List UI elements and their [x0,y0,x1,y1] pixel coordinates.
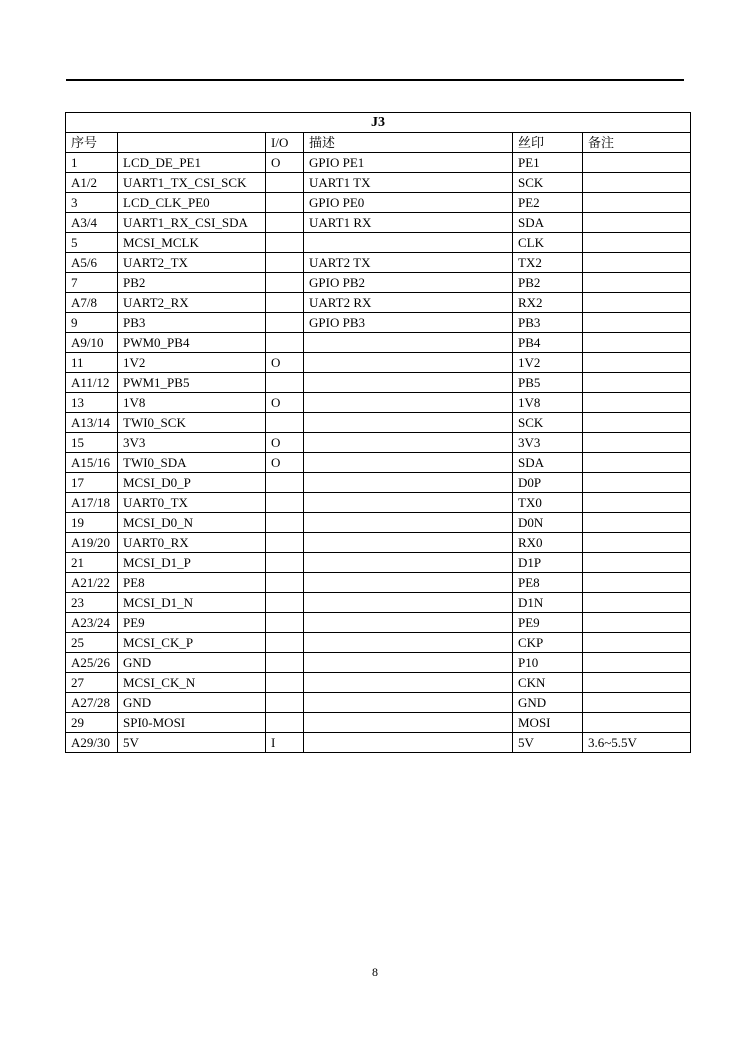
cell-io: I [266,733,304,753]
cell-no: 17 [66,473,118,493]
cell-name: LCD_DE_PE1 [118,153,266,173]
cell-note [583,553,691,573]
cell-desc [304,653,513,673]
cell-silk: PB4 [513,333,583,353]
cell-desc: UART1 RX [304,213,513,233]
cell-name: MCSI_MCLK [118,233,266,253]
table-row [66,313,691,333]
cell-io [266,573,304,593]
cell-silk: SDA [513,453,583,473]
cell-silk: TX0 [513,493,583,513]
table-row [66,553,691,573]
table-row [66,173,691,193]
cell-no: A25/26 [66,653,118,673]
cell-desc [304,593,513,613]
cell-name: SPI0-MOSI [118,713,266,733]
cell-desc [304,433,513,453]
cell-name: MCSI_D1_N [118,593,266,613]
cell-name: TWI0_SCK [118,413,266,433]
page-number: 8 [372,965,378,979]
cell-desc [304,473,513,493]
cell-name: UART1_TX_CSI_SCK [118,173,266,193]
header-rule [66,79,684,81]
cell-name: MCSI_D0_P [118,473,266,493]
cell-no: 7 [66,273,118,293]
table-body [66,153,691,753]
cell-silk: PB3 [513,313,583,333]
cell-desc [304,413,513,433]
cell-silk: P10 [513,653,583,673]
cell-io [266,173,304,193]
table-row [66,453,691,473]
cell-silk: GND [513,693,583,713]
cell-io [266,593,304,613]
cell-no: 1 [66,153,118,173]
table-row [66,333,691,353]
cell-silk: D0P [513,473,583,493]
table-row [66,653,691,673]
cell-no: 23 [66,593,118,613]
cell-io [266,633,304,653]
cell-name: PWM0_PB4 [118,333,266,353]
cell-no: 13 [66,393,118,413]
cell-desc: UART1 TX [304,173,513,193]
cell-io [266,373,304,393]
table-row [66,733,691,753]
cell-no: 5 [66,233,118,253]
cell-note [583,173,691,193]
table-row [66,213,691,233]
cell-desc: GPIO PE1 [304,153,513,173]
table-title: J3 [66,113,691,133]
cell-desc [304,673,513,693]
cell-desc [304,733,513,753]
cell-note [583,373,691,393]
cell-note [583,273,691,293]
cell-io: O [266,433,304,453]
cell-no: A11/12 [66,373,118,393]
cell-no: 27 [66,673,118,693]
cell-silk: RX2 [513,293,583,313]
table-row [66,593,691,613]
cell-note [583,153,691,173]
cell-name: GND [118,693,266,713]
cell-name: 5V [118,733,266,753]
cell-io [266,713,304,733]
cell-no: 9 [66,313,118,333]
cell-note [583,213,691,233]
cell-no: 15 [66,433,118,453]
cell-no: A9/10 [66,333,118,353]
cell-note [583,413,691,433]
cell-note [583,473,691,493]
cell-name: 1V8 [118,393,266,413]
cell-desc [304,233,513,253]
cell-desc [304,693,513,713]
table-row [66,373,691,393]
table-row [66,253,691,273]
cell-io [266,653,304,673]
table-row [66,193,691,213]
cell-desc [304,553,513,573]
table-row [66,473,691,493]
cell-no: A17/18 [66,493,118,513]
cell-no: 11 [66,353,118,373]
cell-silk: PE2 [513,193,583,213]
cell-io [266,613,304,633]
table-row [66,513,691,533]
cell-note [583,573,691,593]
cell-silk: SDA [513,213,583,233]
cell-no: 3 [66,193,118,213]
cell-silk: 1V8 [513,393,583,413]
cell-io [266,313,304,333]
cell-no: A21/22 [66,573,118,593]
cell-note [583,493,691,513]
cell-desc [304,533,513,553]
cell-no: A15/16 [66,453,118,473]
col-header-io: I/O [266,133,304,153]
cell-io [266,253,304,273]
table-row [66,633,691,653]
cell-io [266,273,304,293]
cell-name: TWI0_SDA [118,453,266,473]
cell-silk: TX2 [513,253,583,273]
cell-io [266,533,304,553]
cell-note [583,673,691,693]
cell-silk: SCK [513,413,583,433]
cell-io [266,213,304,233]
cell-desc: GPIO PB3 [304,313,513,333]
cell-desc [304,493,513,513]
cell-desc [304,713,513,733]
cell-io [266,293,304,313]
table-row [66,613,691,633]
cell-no: A27/28 [66,693,118,713]
cell-io [266,333,304,353]
cell-io [266,493,304,513]
cell-io: O [266,353,304,373]
cell-note [583,693,691,713]
table-row [66,153,691,173]
cell-name: UART2_RX [118,293,266,313]
cell-silk: PB5 [513,373,583,393]
cell-io [266,473,304,493]
table-title-row [66,113,691,133]
table-row [66,693,691,713]
table-row [66,533,691,553]
cell-name: LCD_CLK_PE0 [118,193,266,213]
cell-silk: PB2 [513,273,583,293]
cell-desc [304,633,513,653]
cell-note [583,313,691,333]
cell-name: PB3 [118,313,266,333]
cell-desc [304,393,513,413]
cell-note [583,233,691,253]
cell-silk: D1P [513,553,583,573]
cell-name: PE9 [118,613,266,633]
cell-name: UART0_RX [118,533,266,553]
cell-silk: PE1 [513,153,583,173]
cell-silk: 3V3 [513,433,583,453]
cell-no: A5/6 [66,253,118,273]
cell-silk: RX0 [513,533,583,553]
cell-silk: PE8 [513,573,583,593]
cell-desc [304,353,513,373]
cell-name: MCSI_D1_P [118,553,266,573]
cell-io: O [266,153,304,173]
cell-silk: 1V2 [513,353,583,373]
table-row [66,393,691,413]
cell-note [583,653,691,673]
table-row [66,673,691,693]
cell-no: 21 [66,553,118,573]
cell-no: 19 [66,513,118,533]
cell-note [583,713,691,733]
cell-name: PB2 [118,273,266,293]
cell-note [583,393,691,413]
cell-desc [304,613,513,633]
table-header-row [66,133,691,153]
cell-name: UART0_TX [118,493,266,513]
cell-name: 1V2 [118,353,266,373]
cell-io: O [266,453,304,473]
cell-note [583,353,691,373]
pin-table [65,112,691,753]
table-row [66,293,691,313]
cell-name: PWM1_PB5 [118,373,266,393]
cell-io [266,413,304,433]
cell-desc [304,513,513,533]
cell-desc: UART2 TX [304,253,513,273]
cell-silk: CKP [513,633,583,653]
col-header-signal [118,133,266,153]
col-header-silk: 丝印 [513,133,583,153]
cell-note [583,193,691,213]
cell-note [583,533,691,553]
cell-silk: 5V [513,733,583,753]
cell-note [583,633,691,653]
cell-silk: D1N [513,593,583,613]
cell-desc [304,573,513,593]
cell-desc [304,373,513,393]
col-header-note: 备注 [583,133,691,153]
cell-name: MCSI_CK_P [118,633,266,653]
cell-no: A29/30 [66,733,118,753]
cell-io [266,513,304,533]
col-header-desc: 描述 [304,133,513,153]
table-row [66,713,691,733]
cell-name: 3V3 [118,433,266,453]
cell-no: A3/4 [66,213,118,233]
cell-note [583,593,691,613]
cell-note [583,333,691,353]
cell-silk: PE9 [513,613,583,633]
cell-no: A23/24 [66,613,118,633]
col-header-no: 序号 [66,133,118,153]
cell-note [583,433,691,453]
cell-no: A19/20 [66,533,118,553]
cell-silk: MOSI [513,713,583,733]
cell-name: UART1_RX_CSI_SDA [118,213,266,233]
cell-name: GND [118,653,266,673]
cell-no: 25 [66,633,118,653]
cell-silk: CKN [513,673,583,693]
cell-io [266,673,304,693]
cell-note [583,513,691,533]
cell-desc [304,453,513,473]
cell-name: MCSI_CK_N [118,673,266,693]
cell-note: 3.6~5.5V [583,733,691,753]
table-row [66,353,691,373]
cell-no: A1/2 [66,173,118,193]
cell-name: MCSI_D0_N [118,513,266,533]
cell-silk: CLK [513,233,583,253]
table-row [66,273,691,293]
cell-note [583,253,691,273]
table-row [66,233,691,253]
cell-desc: UART2 RX [304,293,513,313]
cell-no: 29 [66,713,118,733]
table-row [66,493,691,513]
cell-io [266,553,304,573]
cell-io [266,693,304,713]
cell-no: A7/8 [66,293,118,313]
table-row [66,413,691,433]
cell-silk: SCK [513,173,583,193]
cell-name: PE8 [118,573,266,593]
cell-note [583,453,691,473]
table-row [66,573,691,593]
cell-note [583,613,691,633]
cell-desc [304,333,513,353]
table-row [66,433,691,453]
cell-io [266,193,304,213]
cell-io: O [266,393,304,413]
cell-desc: GPIO PE0 [304,193,513,213]
cell-desc: GPIO PB2 [304,273,513,293]
cell-name: UART2_TX [118,253,266,273]
cell-note [583,293,691,313]
cell-no: A13/14 [66,413,118,433]
cell-silk: D0N [513,513,583,533]
cell-io [266,233,304,253]
